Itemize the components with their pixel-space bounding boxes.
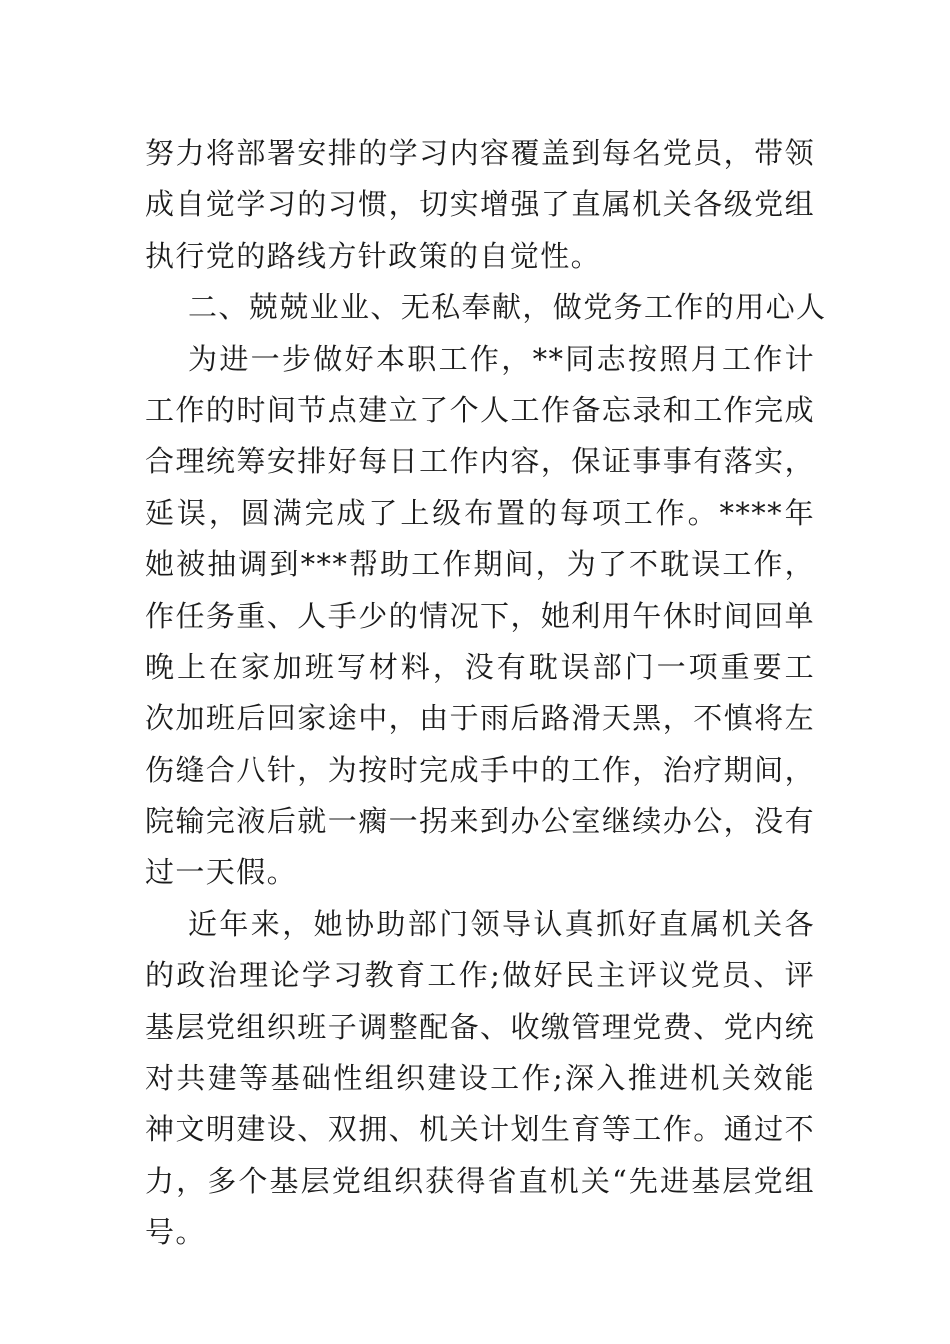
text-line: 执行党的路线方针政策的自觉性。 <box>145 238 602 273</box>
text-line: 神文明建设、双拥、机关计划生育等工作。通过不 <box>145 1112 815 1147</box>
text-line: 成自觉学习的习惯，切实增强了直属机关各级党组 <box>145 187 815 222</box>
text-line: 近年来，她协助部门领导认真抓好直属机关各 <box>188 906 815 941</box>
text-line: 次加班后回家途中，由于雨后路滑天黑，不慎将左 <box>145 701 815 736</box>
text-line: 工作的时间节点建立了个人工作备忘录和工作完成 <box>145 392 815 427</box>
text-line: 为进一步做好本职工作，**同志按照月工作计 <box>188 341 815 376</box>
text-line: 对共建等基础性组织建设工作;深入推进机关效能 <box>145 1061 815 1096</box>
text-line: 院输完液后就一瘸一拐来到办公室继续办公，没有 <box>145 804 815 839</box>
text-line: 力，多个基层党组织获得省直机关“先进基层党组 <box>145 1163 815 1198</box>
section-heading <box>145 282 827 333</box>
text-line: 伤缝合八针，为按时完成手中的工作，治疗期间， <box>145 752 815 787</box>
text-line: 延误，圆满完成了上级布置的每项工作。****年 <box>145 495 815 530</box>
document-body <box>145 128 827 1259</box>
text-line: 的政治理论学习教育工作;做好民主评议党员、评 <box>145 958 815 993</box>
text-line: 作任务重、人手少的情况下，她利用午休时间回单 <box>145 598 815 633</box>
heading-line: 二、兢兢业业、无私奉献，做党务工作的用心人 <box>188 290 827 325</box>
paragraph <box>145 334 815 899</box>
text-line: 晚上在家加班写材料，没有耽误部门一项重要工 <box>145 649 815 684</box>
paragraph <box>145 899 815 1259</box>
text-line: 她被抽调到***帮助工作期间，为了不耽误工作， <box>145 547 815 582</box>
paragraph-continuation <box>145 128 815 282</box>
text-line: 努力将部署安排的学习内容覆盖到每名党员，带领 <box>145 136 815 170</box>
text-line: 号。 <box>145 1215 206 1250</box>
text-line: 基层党组织班子调整配备、收缴管理党费、党内统 <box>145 1009 815 1044</box>
text-line: 过一天假。 <box>145 855 298 890</box>
text-line: 合理统筹安排好每日工作内容，保证事事有落实， <box>145 444 815 479</box>
